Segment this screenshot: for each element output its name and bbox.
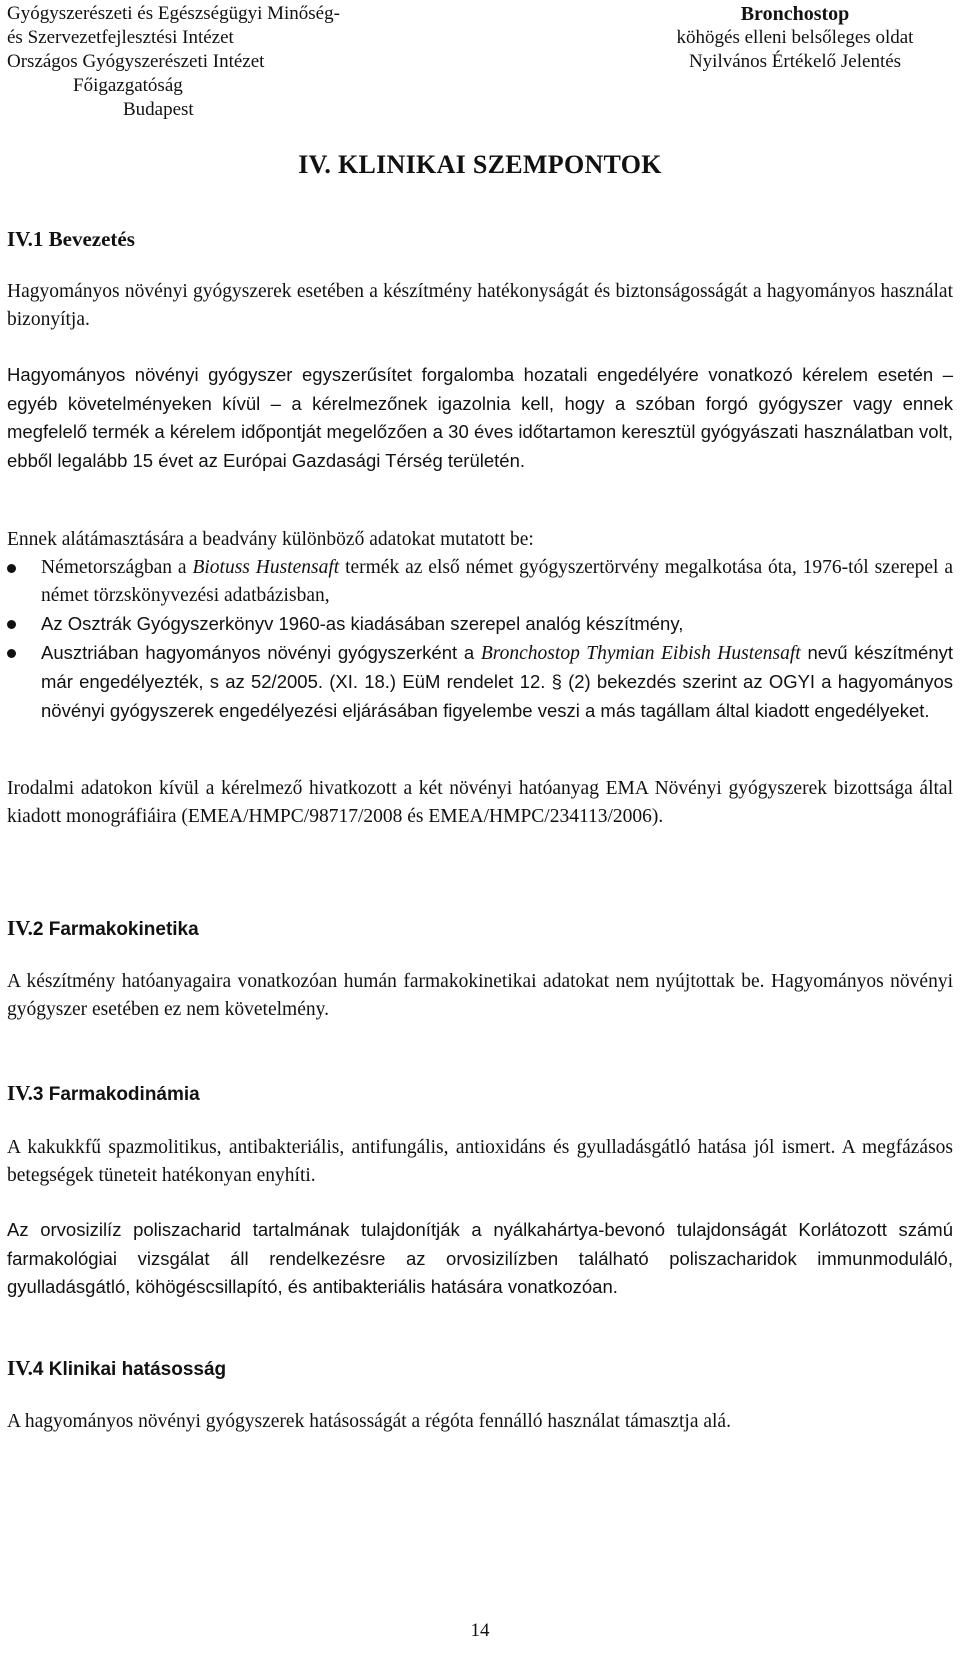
- header-line: Gyógyszerészeti és Egészségügyi Minőség-: [7, 3, 340, 24]
- heading-text: 3 Farmakodinámia: [32, 1084, 200, 1105]
- header-product: [640, 2, 950, 74]
- heading-number: IV.: [7, 1356, 33, 1380]
- evidence-list: [7, 554, 953, 726]
- intro-paragraph-2: Hagyományos növényi gyógyszer egyszerűsítet forgalomba hozatali engedélyére vonatkozó kérelem esetén – egyéb követelményeken kívül – a kérelmezőnek igazolnia kell, hogy a szóban forgó gyógyszer vagy ennek megfelelő termék a kérelem időpontját megelőzően a 30 éves időtartamon keresztül gyógyászati használatban volt, ebből legalább 15 évet az Európai Gazdasági Térség területén.: [7, 364, 953, 471]
- header-line: Nyilvános Értékelő Jelentés: [688, 51, 902, 72]
- pk-paragraph: A készítmény hatóanyagaira vonatkozóan humán farmakokinetikai adatokat nem nyújtottak be. Hagyományos növényi gyógyszer esetében ez nem követelmény.: [7, 971, 953, 1020]
- heading-text: 4 Klinikai hatásosság: [32, 1359, 227, 1380]
- section-heading: [7, 226, 953, 252]
- header-line: és Szervezetfejlesztési Intézet: [7, 27, 234, 48]
- bullet-icon: [7, 564, 16, 573]
- list-item: Németországban a Biotuss Hustensaft termék az első német gyógyszertörvény megalkotása óta, 1976-tól szerepel a német törzskönyvezési adatbázisban,: [7, 554, 953, 610]
- intro-paragraph-3: Ennek alátámasztására a beadvány különböző adatokat mutatott be: Németországban a Biotuss Hustensaft termék az első német gyógyszertörvény megalkotása óta, 1976-tól szerepel a német törzskönyvezési adatbázisban, Az Osztrák Gyógyszerkönyv 1960-as kiadásában szerepel analóg készítmény, Ausztriában hagyományos növényi gyógyszerként a Bronchostop Thymian Eibish Hustensaft nevű készítményt már engedélyezték, s az 52/2005. (XI. 18.) EüM rendelet 12. § (2) bekezdés szerint az OGYI a hagyományos növényi gyógyszerek engedélyezési eljárásában figyelembe veszi a más tagállam által kiadott engedélyeket.: [7, 526, 953, 726]
- section-introduction: [7, 226, 953, 252]
- section-heading: [7, 1355, 953, 1383]
- page-title: IV. KLINIKAI SZEMPONTOK: [298, 150, 662, 179]
- bullet-icon: [7, 649, 16, 658]
- heading-number: IV.: [7, 227, 33, 251]
- header-line: Országos Gyógyszerészeti Intézet: [7, 51, 265, 72]
- pd-paragraph-1: A kakukkfű spazmolitikus, antibakteriális, antifungális, antioxidáns és gyulladásgátló hatása jól ismert. A megfázásos betegségek tüneteit hatékonyan enyhíti.: [7, 1137, 953, 1186]
- section-clinical-efficacy: [7, 1355, 953, 1383]
- list-item: Az Osztrák Gyógyszerkönyv 1960-as kiadásában szerepel analóg készítmény,: [7, 610, 953, 639]
- header-line: Budapest: [123, 99, 194, 120]
- header-institution: [7, 2, 340, 122]
- section-heading: [7, 915, 953, 943]
- heading-text: 2 Farmakokinetika: [32, 919, 199, 940]
- section-pharmacodynamics: [7, 1080, 953, 1108]
- product-name: Bronchostop: [740, 3, 850, 25]
- intro-paragraph-1: Hagyományos növényi gyógyszerek esetében a készítmény hatékonyságát és biztonságosságát a hagyományos használat bizonyítja.: [7, 281, 953, 330]
- header-line: köhögés elleni belsőleges oldat: [676, 27, 914, 48]
- section-pharmacokinetics: [7, 915, 953, 943]
- bullet-icon: [7, 620, 16, 629]
- heading-number: IV.: [7, 1081, 33, 1105]
- clinical-paragraph: A hagyományos növényi gyógyszerek hatásosságát a régóta fennálló használat támasztja alá.: [7, 1411, 731, 1432]
- page-number: 14: [470, 1620, 490, 1641]
- header-line: Főigazgatóság: [73, 75, 183, 96]
- heading-text: 1 Bevezetés: [32, 227, 135, 251]
- list-item: Ausztriában hagyományos növényi gyógyszerként a Bronchostop Thymian Eibish Hustensaft nevű készítményt már engedélyezték, s az 52/2005. (XI. 18.) EüM rendelet 12. § (2) bekezdés szerint az OGYI a hagyományos növényi gyógyszerek engedélyezési eljárásában figyelembe veszi a más tagállam által kiadott engedélyeket.: [7, 639, 953, 726]
- section-heading: [7, 1080, 953, 1108]
- intro-paragraph-4: Irodalmi adatokon kívül a kérelmező hivatkozott a két növényi hatóanyag EMA Növényi gyógyszerek bizottsága által kiadott monográfiáira (EMEA/HMPC/98717/2008 és EMEA/HMPC/234113/2006).: [7, 778, 953, 827]
- heading-number: IV.: [7, 916, 33, 940]
- pd-paragraph-2: Az orvosizilíz poliszacharid tartalmának tulajdonítják a nyálkahártya-bevonó tulajdonságát Korlátozott számú farmakológiai vizsgálat áll rendelkezésre az orvosizilízben található poliszacharidok immunmoduláló, gyulladásgátló, köhögéscsillapító, és antibakteriális hatására vonatkozóan.: [7, 1219, 953, 1297]
